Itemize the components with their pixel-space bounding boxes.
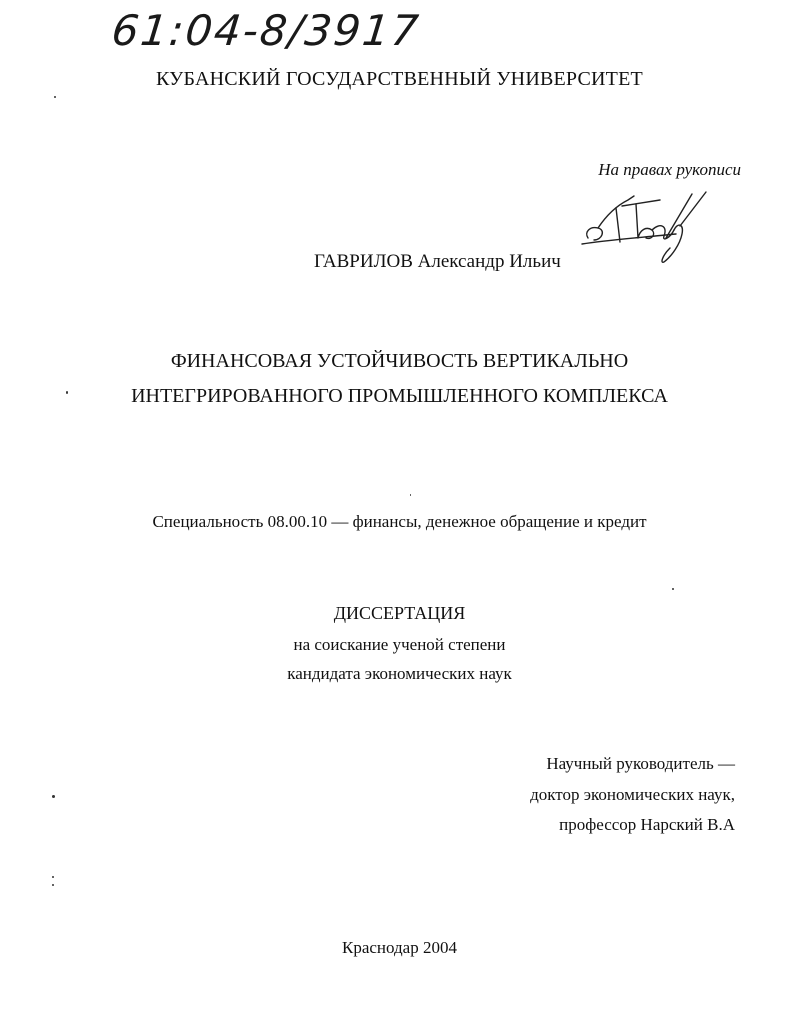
scan-speck (52, 876, 54, 878)
archive-number-handwritten: 61:04-8/3917 (109, 6, 423, 55)
manuscript-rights-note: На правах рукописи (598, 160, 741, 179)
degree-line-2: кандидата экономических наук (287, 664, 512, 683)
city-and-year: Краснодар 2004 (342, 938, 457, 957)
scan-speck (672, 588, 674, 590)
scan-speck (410, 494, 411, 496)
dissertation-title-line-2: ИНТЕГРИРОВАННОГО ПРОМЫШЛЕННОГО КОМПЛЕКСА (131, 385, 668, 407)
author-signature (576, 186, 716, 266)
scan-speck (52, 884, 54, 886)
specialty-line: Специальность 08.00.10 — финансы, денежное обращение и кредит (152, 512, 647, 531)
dissertation-title-line-1: ФИНАНСОВАЯ УСТОЙЧИВОСТЬ ВЕРТИКАЛЬНО (170, 350, 629, 372)
work-type-heading: ДИССЕРТАЦИЯ (333, 603, 466, 623)
scan-speck (52, 795, 55, 798)
supervisor-degree: доктор экономических наук, (530, 785, 735, 804)
degree-line-1: на соискание ученой степени (293, 635, 506, 654)
supervisor-name: профессор Нарский В.А (559, 815, 735, 834)
scan-speck (66, 391, 68, 394)
supervisor-role: Научный руководитель — (546, 754, 735, 773)
university-name: КУБАНСКИЙ ГОСУДАРСТВЕННЫЙ УНИВЕРСИТЕТ (156, 68, 643, 90)
author-name: ГАВРИЛОВ Александр Ильич (314, 251, 561, 272)
scan-speck (54, 96, 56, 98)
